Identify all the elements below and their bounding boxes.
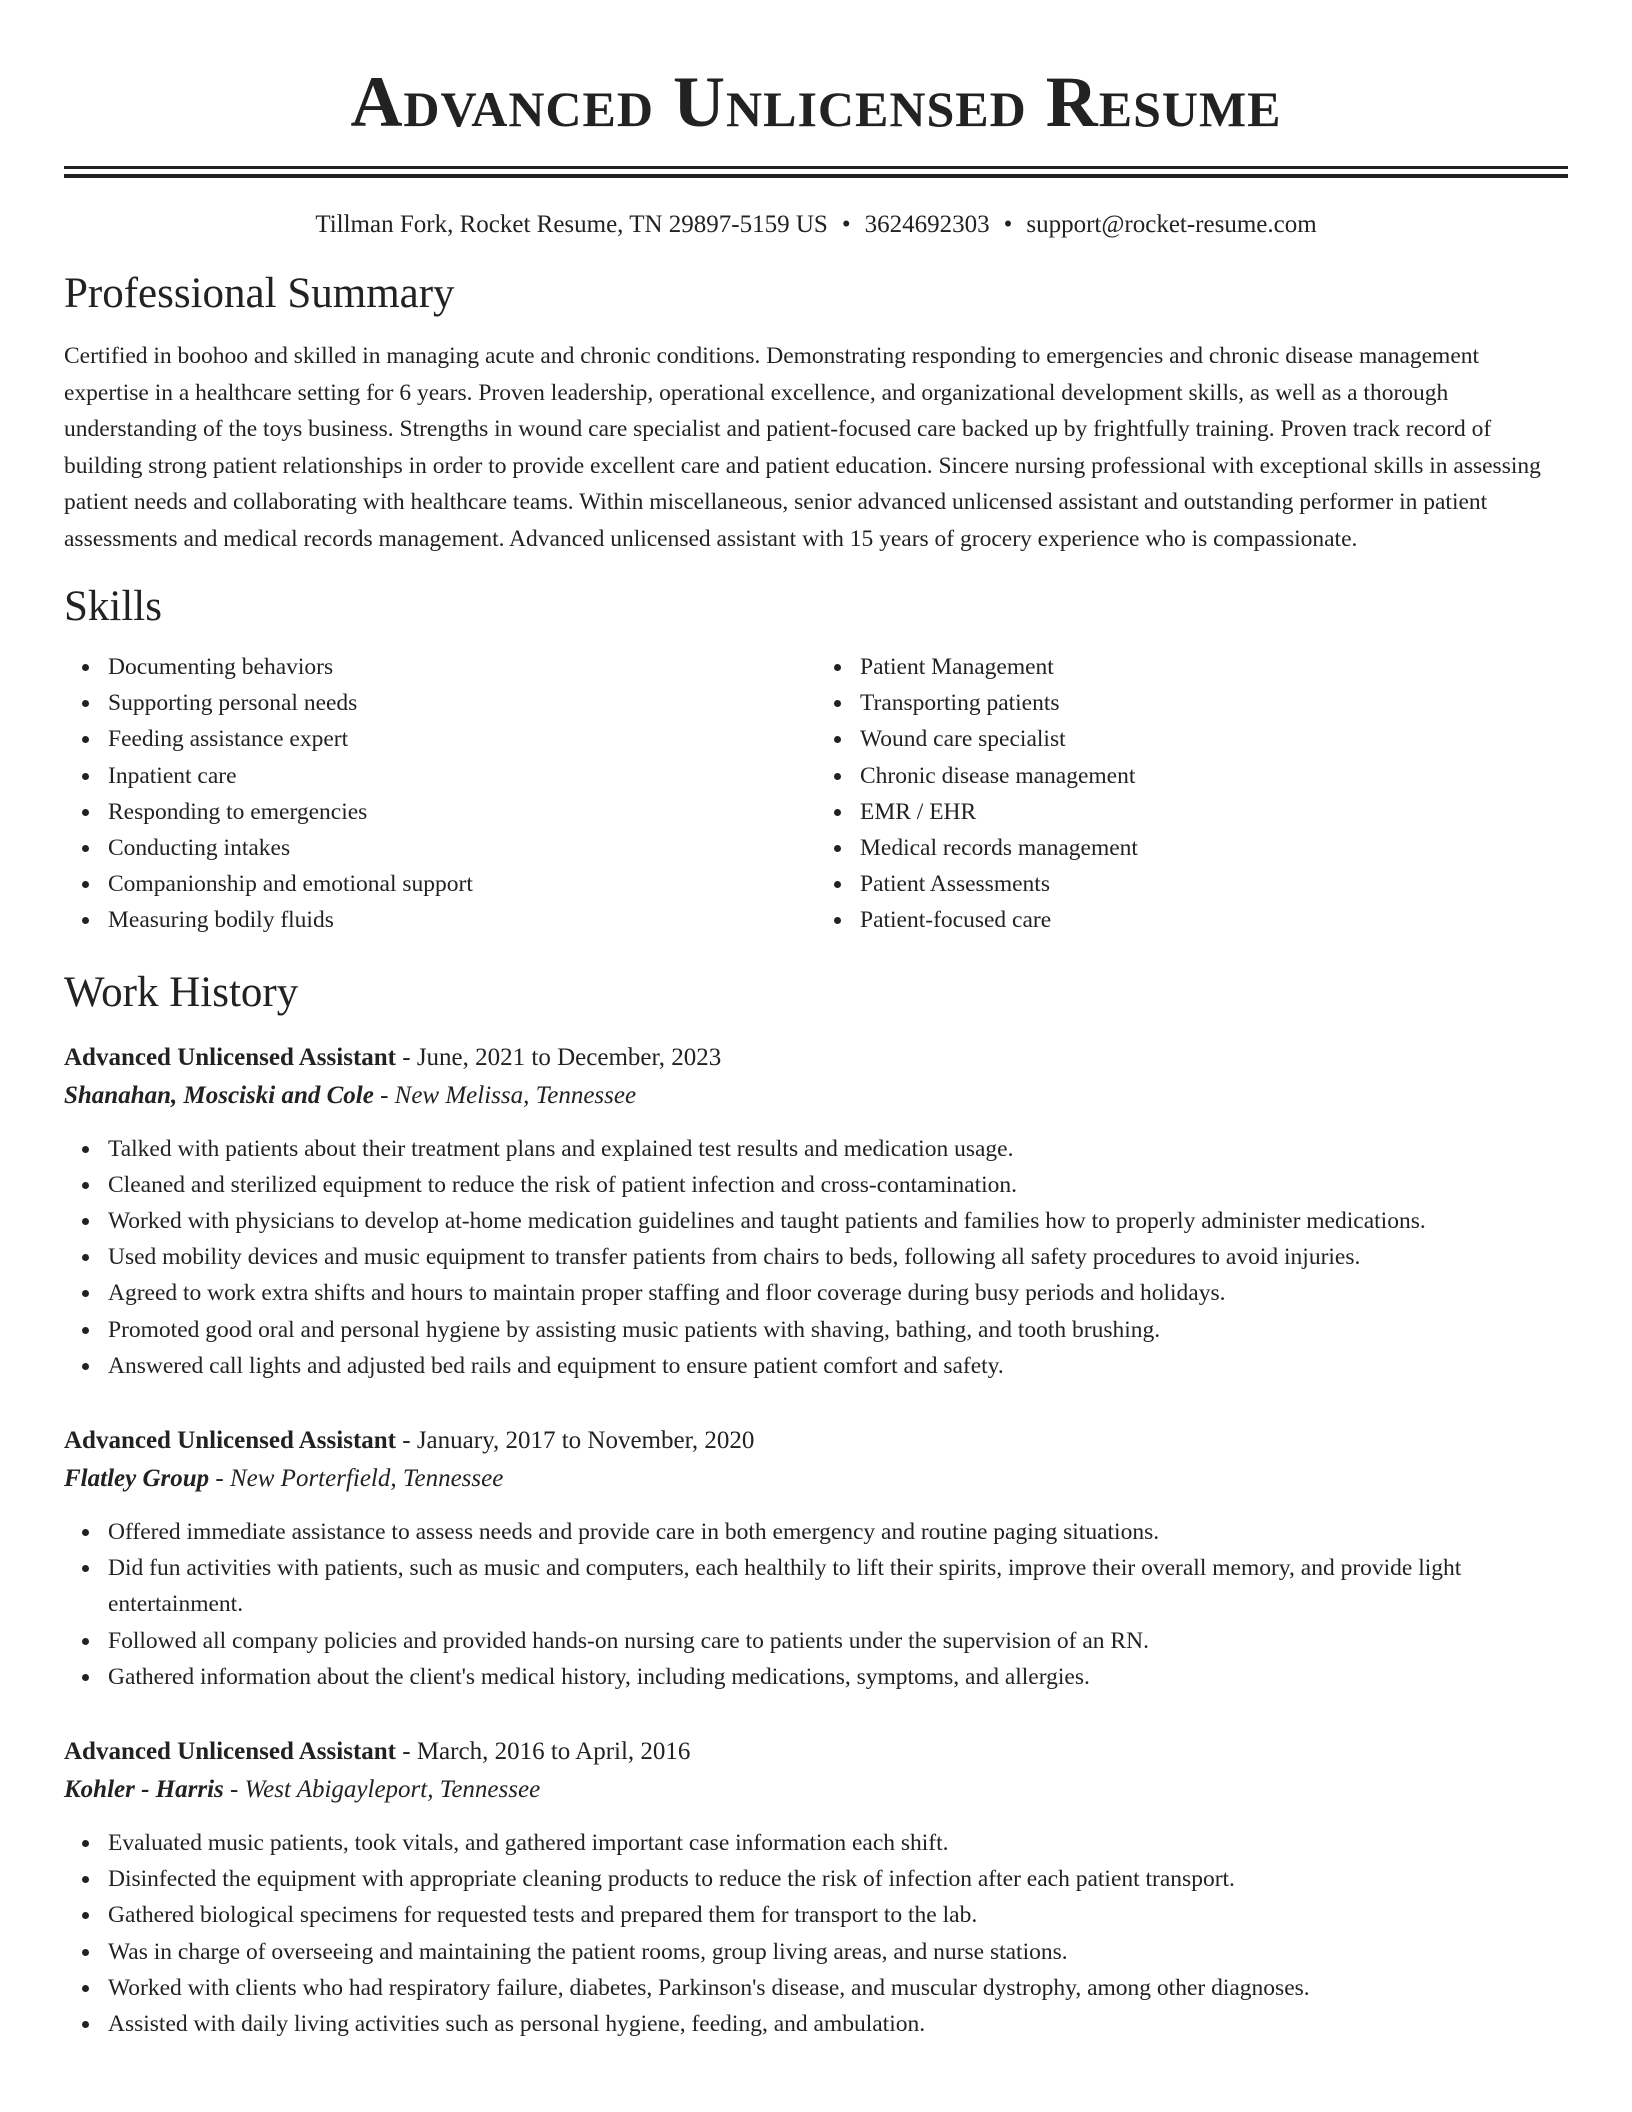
contact-separator: •	[1003, 211, 1013, 238]
skills-column-left	[64, 649, 816, 939]
contact-address: Tillman Fork, Rocket Resume, TN 29897-5159 US	[315, 211, 828, 238]
job-title-line	[64, 1422, 1568, 1460]
summary-heading: Professional Summary	[64, 270, 455, 317]
company-name: Shanahan, Mosciski and Cole	[64, 1081, 374, 1109]
skill-item: Medical records management	[860, 830, 1568, 866]
company-line	[64, 1077, 1568, 1115]
contact-line	[64, 208, 1568, 242]
contact-phone: 3624692303	[864, 211, 990, 238]
company-location: - West Abigayleport, Tennessee	[223, 1776, 541, 1804]
duty-item: Followed all company policies and provided hands-on nursing care to patients under the supervision of an RN.	[108, 1623, 1568, 1659]
company-location: - New Porterfield, Tennessee	[209, 1465, 504, 1493]
company-line	[64, 1771, 1568, 1809]
skill-item: Companionship and emotional support	[108, 866, 816, 902]
job-dates: - March, 2016 to April, 2016	[396, 1738, 691, 1766]
skill-item: Feeding assistance expert	[108, 721, 816, 757]
duty-item: Agreed to work extra shifts and hours to maintain proper staffing and floor coverage during busy periods and holidays.	[108, 1275, 1568, 1311]
skill-item: Measuring bodily fluids	[108, 902, 816, 938]
job-title-line	[64, 1039, 1568, 1077]
duty-item: Promoted good oral and personal hygiene by assisting music patients with shaving, bathing, and tooth brushing.	[108, 1312, 1568, 1348]
job-entry	[64, 1422, 1568, 1695]
job-title: Advanced Unlicensed Assistant	[64, 1738, 396, 1766]
job-title: Advanced Unlicensed Assistant	[64, 1427, 396, 1455]
duty-item: Disinfected the equipment with appropriate cleaning products to reduce the risk of infection after each patient transport.	[108, 1861, 1568, 1897]
duty-item: Worked with clients who had respiratory failure, diabetes, Parkinson's disease, and muscular dystrophy, among other diagnoses.	[108, 1970, 1568, 2006]
skill-item: Conducting intakes	[108, 830, 816, 866]
duty-item: Offered immediate assistance to assess needs and provide care in both emergency and routine paging situations.	[108, 1514, 1568, 1550]
skills-heading: Skills	[64, 583, 162, 630]
duty-item: Answered call lights and adjusted bed rails and equipment to ensure patient comfort and safety.	[108, 1348, 1568, 1384]
skill-item: Transporting patients	[860, 685, 1568, 721]
duty-item: Was in charge of overseeing and maintaining the patient rooms, group living areas, and nurse stations.	[108, 1934, 1568, 1970]
duty-item: Evaluated music patients, took vitals, and gathered important case information each shift.	[108, 1825, 1568, 1861]
duty-item: Gathered biological specimens for requested tests and prepared them for transport to the lab.	[108, 1897, 1568, 1933]
job-entry	[64, 1039, 1568, 1384]
company-line	[64, 1460, 1568, 1498]
summary-text: Certified in boohoo and skilled in managing acute and chronic conditions. Demonstrating responding to emergencies and chronic disease management expertise in a healthcare setting for 6 years. Proven leadership, operational excellence, and organizational development skills, as well as a thorough understanding of the toys business. Strengths in wound care specialist and patient-focused care backed up by frightfully training. Proven track record of building strong patient relationships in order to provide excellent care and patient education. Sincere nursing professional with exceptional skills in assessing patient needs and collaborating with healthcare teams. Within miscellaneous, senior advanced unlicensed assistant and outstanding performer in patient assessments and medical records management. Advanced unlicensed assistant with 15 years of grocery experience who is compassionate.	[64, 343, 1541, 552]
skills-list	[64, 649, 1568, 939]
skill-item: Chronic disease management	[860, 758, 1568, 794]
job-title-line	[64, 1733, 1568, 1771]
contact-separator: •	[841, 211, 851, 238]
skill-item: Supporting personal needs	[108, 685, 816, 721]
job-dates: - June, 2021 to December, 2023	[396, 1043, 722, 1071]
duty-item: Assisted with daily living activities such as personal hygiene, feeding, and ambulation.	[108, 2006, 1568, 2042]
skills-column-right	[816, 649, 1568, 939]
job-title: Advanced Unlicensed Assistant	[64, 1043, 396, 1071]
job-duties	[64, 1825, 1568, 2042]
duty-item: Gathered information about the client's medical history, including medications, symptoms, and allergies.	[108, 1659, 1568, 1695]
company-location: - New Melissa, Tennessee	[373, 1081, 637, 1109]
skill-item: EMR / EHR	[860, 794, 1568, 830]
job-entry	[64, 1733, 1568, 2042]
job-duties	[64, 1131, 1568, 1384]
company-name: Flatley Group	[64, 1465, 210, 1493]
skill-item: Patient Management	[860, 649, 1568, 685]
job-dates: - January, 2017 to November, 2020	[396, 1427, 755, 1455]
skill-item: Wound care specialist	[860, 721, 1568, 757]
skill-item: Responding to emergencies	[108, 794, 816, 830]
duty-item: Talked with patients about their treatment plans and explained test results and medication usage.	[108, 1131, 1568, 1167]
skill-item: Patient Assessments	[860, 866, 1568, 902]
skill-item: Documenting behaviors	[108, 649, 816, 685]
duty-item: Worked with physicians to develop at-home medication guidelines and taught patients and families how to properly administer medications.	[108, 1203, 1568, 1239]
title-divider	[64, 166, 1568, 178]
duty-item: Did fun activities with patients, such as music and computers, each healthily to lift their spirits, improve their overall memory, and provide light entertainment.	[108, 1550, 1568, 1622]
job-duties	[64, 1514, 1568, 1695]
skill-item: Patient-focused care	[860, 902, 1568, 938]
duty-item: Used mobility devices and music equipment to transfer patients from chairs to beds, following all safety procedures to avoid injuries.	[108, 1239, 1568, 1275]
duty-item: Cleaned and sterilized equipment to reduce the risk of patient infection and cross-contamination.	[108, 1167, 1568, 1203]
skill-item: Inpatient care	[108, 758, 816, 794]
company-name: Kohler - Harris	[64, 1776, 224, 1804]
resume-title: Advanced Unlicensed Resume	[350, 62, 1282, 142]
contact-email: support@rocket-resume.com	[1026, 211, 1317, 238]
work-history-heading: Work History	[64, 968, 299, 1016]
